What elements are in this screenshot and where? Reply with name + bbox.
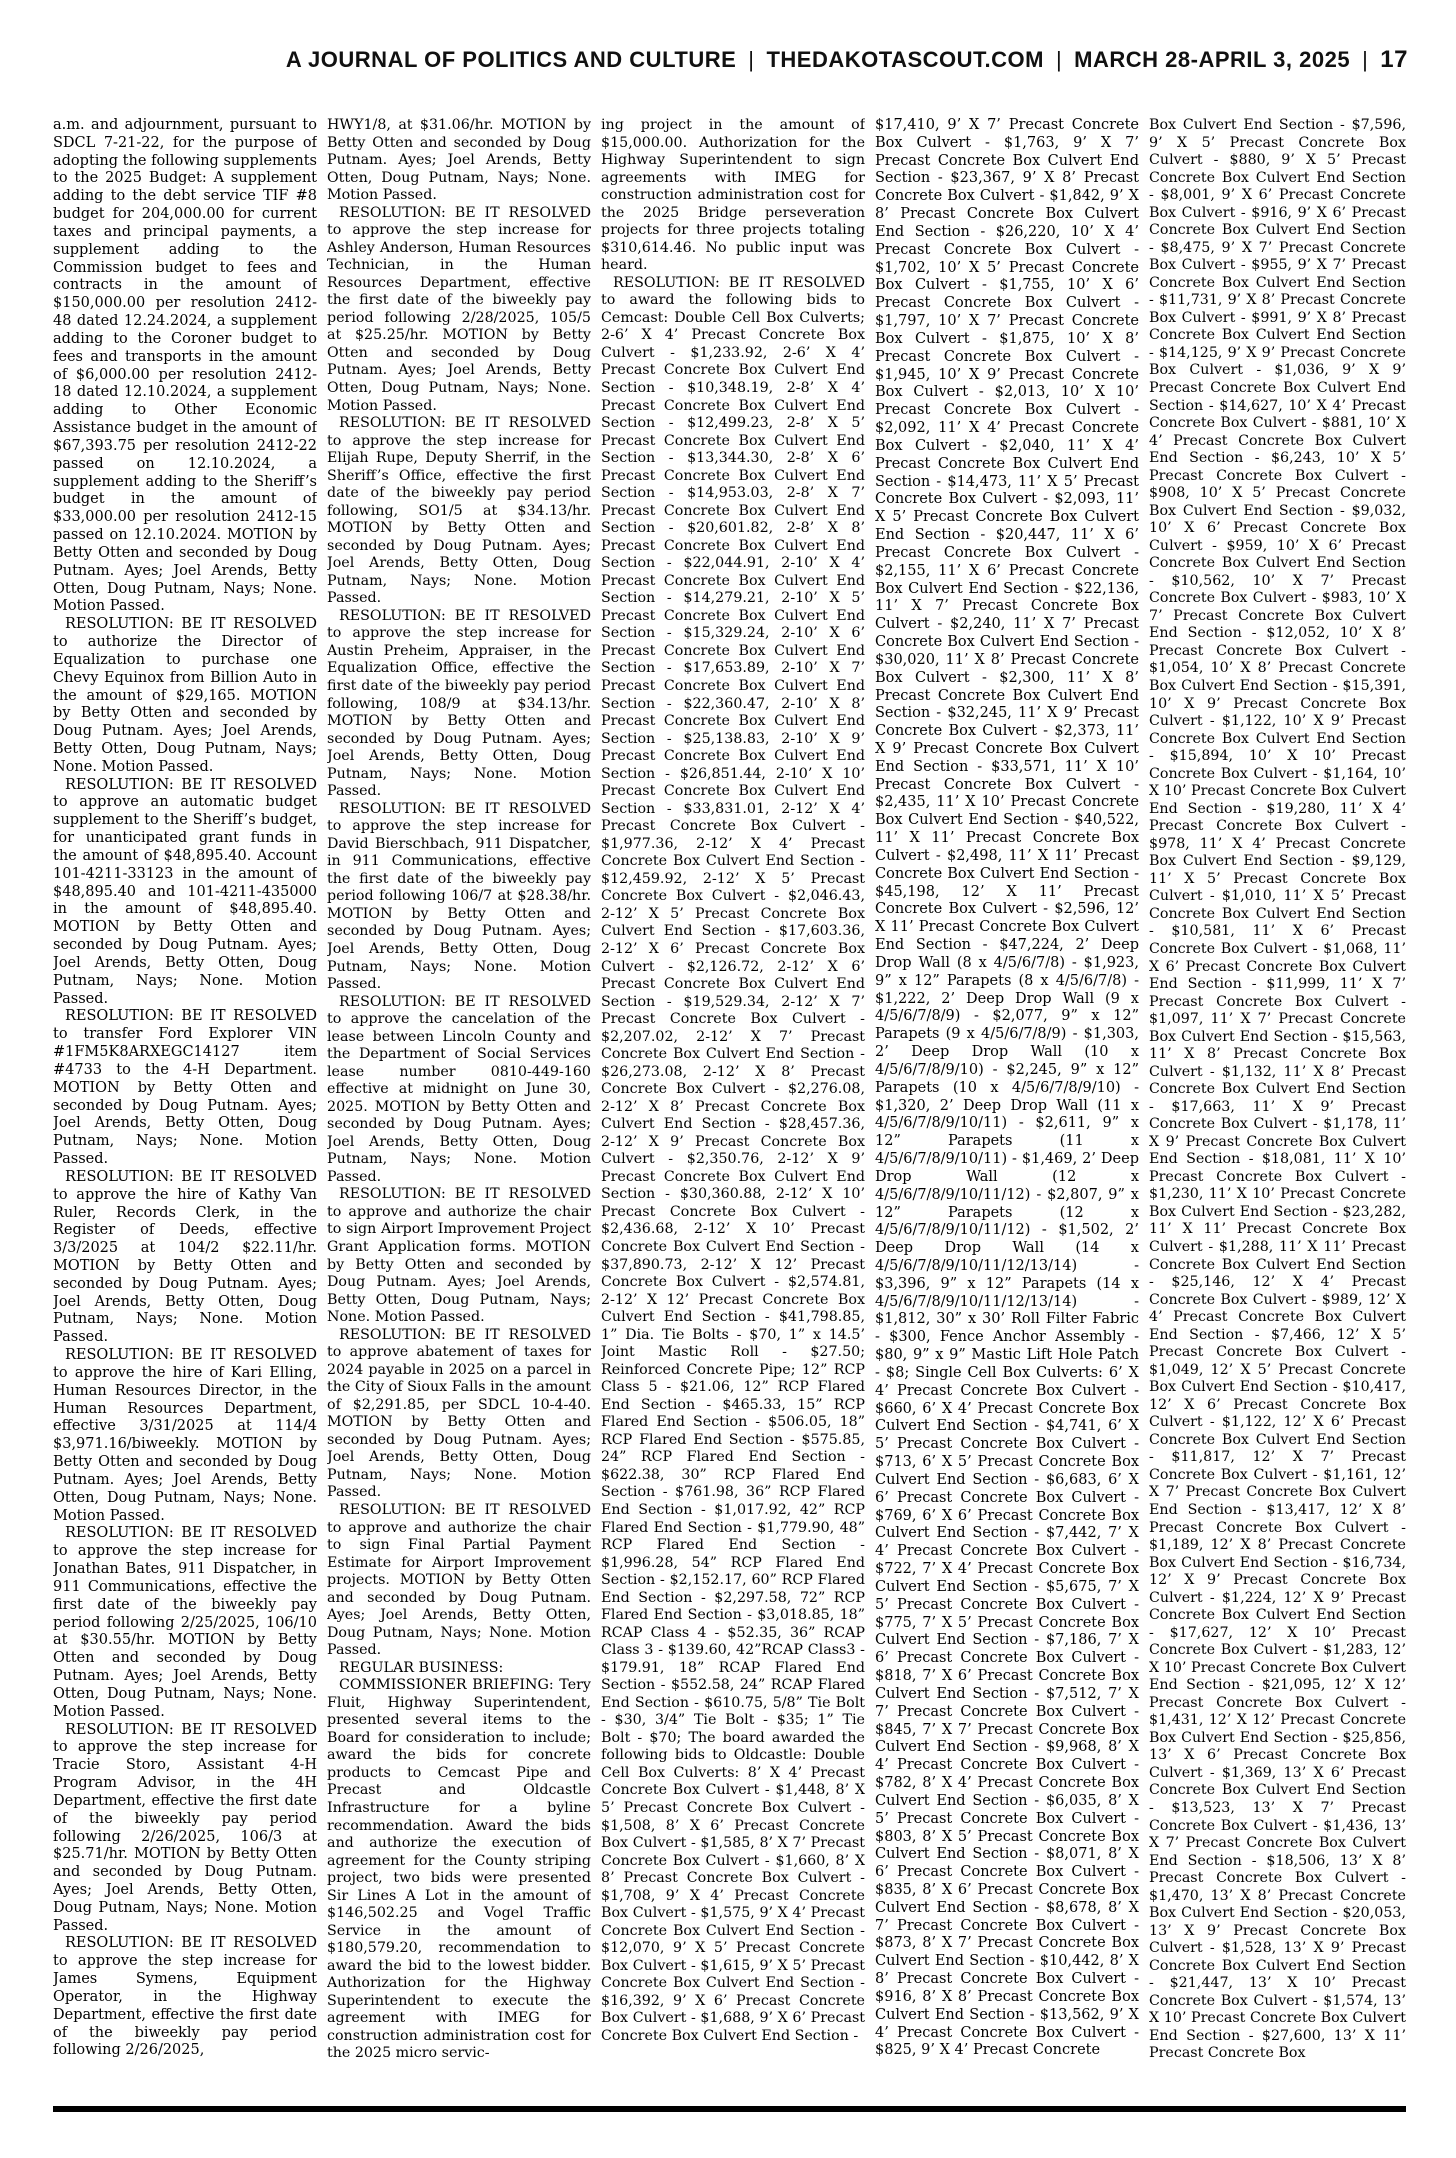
- article-paragraph: a.m. and adjournment, pursuant to SDCL 7-21-22, for the purpose of adopting the following supplements to the 2025 Budget: A supplement adding to the debt service TIF #8 budget for 204,000.00 for current taxes and principal payments, a supplement adding to the Commission budget to fees and contracts in the amount of $150,000.00 per resolution 2412-48 dated 12.24.2024, a supplement adding to the Coroner budget to fees and transports in the amount of $6,000.00 per resolution 2412-18 dated 12.10.2024, a supplement adding to Other Economic Assistance budget in the amount of $67,393.75 per resolution 2412-22 passed on 12.10.2024, a supplement adding to the Sheriff’s budget in the amount of $33,000.00 per resolution 2412-15 passed on 12.10.2024. MOTION by Betty Otten and seconded by Doug Putnam. Ayes; Joel Arends, Betty Otten, Doug Putnam, Nays; None. Motion Passed.: [53, 117, 317, 615]
- article-paragraph: RESOLUTION: BE IT RESOLVED to approve an automatic budget supplement to the Sheriff’s budget, for unanticipated grant funds in the amount of $48,895.40. Account 101-4211-33123 in the amount of $48,895.40 and 101-4211-435000 in the amount of $48,895.40. MOTION by Betty Otten and seconded by Doug Putnam. Ayes; Joel Arends, Betty Otten, Doug Putnam, Nays; None. Motion Passed.: [53, 776, 317, 1007]
- article-paragraph: RESOLUTION: BE IT RESOLVED to approve the step increase for David Bierschbach, 911 Dispatcher, in 911 Communications, effective the first date of the biweekly pay period following 106/7 at $28.38/hr. MOTION by Betty Otten and seconded by Doug Putnam. Ayes; Joel Arends, Betty Otten, Doug Putnam, Nays; None. Motion Passed.: [327, 800, 591, 993]
- header-separator: |: [1362, 47, 1369, 72]
- website-name: THEDAKOTASCOUT.COM: [766, 47, 1044, 72]
- article-paragraph: REGULAR BUSINESS:: [339, 1659, 504, 1676]
- article-paragraph: RESOLUTION: BE IT RESOLVED to approve the cancelation of the lease between Lincoln County and the Department of Social Services lease number 0810-449-160 effective at midnight on June 30, 2025. MOTION by Betty Otten and seconded by Doug Putnam. Ayes; Joel Arends, Betty Otten, Doug Putnam, Nays; None. Motion Passed.: [327, 993, 591, 1185]
- text-column-2: [327, 117, 591, 2102]
- page-number: 17: [1380, 46, 1408, 73]
- text-column-3: [601, 117, 865, 2102]
- article-paragraph: RESOLUTION: BE IT RESOLVED to award the following bids to Cemcast: Double Cell Box Culverts; 2-6’ X 4’ Precast Concrete Box Culvert - $1,233.92, 2-6’ X 4’ Precast Concrete Box Culvert End Section - $10,348.19, 2-8’ X 4’ Precast Concrete Box Culvert End Section - $12,499.23, 2-8’ X 5’ Precast Concrete Box Culvert End Section - $13,344.30, 2-8’ X 6’ Precast Concrete Box Culvert End Section - $14,953.03, 2-8’ X 7’ Precast Concrete Box Culvert End Section - $20,601.82, 2-8’ X 8’ Precast Concrete Box Culvert End Section - $22,044.91, 2-10’ X 4’ Precast Concrete Box Culvert End Section - $14,279.21, 2-10’ X 5’ Precast Concrete Box Culvert End Section - $15,329.24, 2-10’ X 6’ Precast Concrete Box Culvert End Section - $17,653.89, 2-10’ X 7’ Precast Concrete Box Culvert End Section - $22,360.47, 2-10’ X 8’ Precast Concrete Box Culvert End Section - $25,138.83, 2-10’ X 9’ Precast Concrete Box Culvert End Section - $26,851.44, 2-10’ X 10’ Precast Concrete Box Culvert End Section - $33,831.01, 2-12’ X 4’ Precast Concrete Box Culvert - $1,977.36, 2-12’ X 4’ Precast Concrete Box Culvert End Section - $12,459.92, 2-12’ X 5’ Precast Concrete Box Culvert - $2,046.43, 2-12’ X 5’ Precast Concrete Box Culvert End Section - $17,603.36, 2-12’ X 6’ Precast Concrete Box Culvert - $2,126.72, 2-12’ X 6’ Precast Concrete Box Culvert End Section - $19,529.34, 2-12’ X 7’ Precast Concrete Box Culvert - $2,207.02, 2-12’ X 7’ Precast Concrete Box Culvert End Section - $26,273.08, 2-12’ X 8’ Precast Concrete Box Culvert - $2,276.08, 2-12’ X 8’ Precast Concrete Box Culvert End Section - $28,457.36, 2-12’ X 9’ Precast Concrete Box Culvert - $2,350.76, 2-12’ X 9’ Precast Concrete Box Culvert End Section - $30,360.88, 2-12’ X 10’ Precast Concrete Box Culvert - $2,436.68, 2-12’ X 10’ Precast Concrete Box Culvert End Section - $37,890.73, 2-12’ X 12’ Precast Concrete Box Culvert - $2,574.81, 2-12’ X 12’ Precast Concrete Box Culvert End Section - $41,798.85, 1” Dia. Tie Bolts - $70, 1” x 14.5’ Joint Mastic Roll - $27.50; Reinforced Concrete Pipe; 12” RCP Class 5 - $21.06, 12” RCP Flared End Section - $465.33, 15” RCP Flared End Section - $506.05, 18” RCP Flared End Section - $575.85, 24” RCP Flared End Section - $622.38, 30” RCP Flared End Section - $761.98, 36” RCP Flared End Section - $1,017.92, 42” RCP Flared End Section - $1,779.90, 48” RCP Flared End Section - $1,996.28, 54” RCP Flared End Section - $2,152.17, 60” RCP Flared End Section - $2,297.58, 72” RCP Flared End Section - $3,018.85, 18” RCAP Class 4 - $52.35, 36” RCAP Class 3 - $139.60, 42”RCAP Class3 - $179.91, 18” RCAP Flared End Section - $552.58, 24” RCAP Flared End Section - $610.75, 5/8” Tie Bolt - $30, 3/4” Tie Bolt - $35; 1” Tie Bolt - $70; The board awarded the following bids to Oldcastle: Double Cell Box Culverts: 8’ X 4’ Precast Concrete Box Culvert - $1,448, 8’ X 5’ Precast Concrete Box Culvert - $1,508, 8’ X 6’ Precast Concrete Box Culvert - $1,585, 8’ X 7’ Precast Concrete Box Culvert - $1,660, 8’ X 8’ Precast Concrete Box Culvert - $1,708, 9’ X 4’ Precast Concrete Box Culvert - $1,575, 9’ X 4’ Precast Concrete Box Culvert End Section - $12,070, 9’ X 5’ Precast Concrete Box Culvert - $1,615, 9’ X 5’ Precast Concrete Box Culvert End Section - $16,392, 9’ X 6’ Precast Concrete Box Culvert - $1,688, 9’ X 6’ Precast Concrete Box Culvert End Section -: [601, 274, 865, 2044]
- text-column-4: [875, 117, 1139, 2102]
- article-paragraph: RESOLUTION: BE IT RESOLVED to approve the step increase for James Symens, Equipment Operator, in the Highway Department, effective the first date of the biweekly pay period following 2/26/2025,: [53, 1935, 317, 2059]
- article-paragraph: RESOLUTION: BE IT RESOLVED to approve the step increase for Jonathan Bates, 911 Dispatcher, in 911 Communications, effective the first date of the biweekly pay period following 2/25/2025, 106/10 at $30.55/hr. MOTION by Betty Otten and seconded by Doug Putnam. Ayes; Joel Arends, Betty Otten, Doug Putnam, Nays; None. Motion Passed.: [53, 1525, 317, 1720]
- article-paragraph: RESOLUTION: BE IT RESOLVED to approve and authorize the chair to sign Airport Improvement Project Grant Application forms. MOTION by Betty Otten and seconded by Doug Putnam. Ayes; Joel Arends, Betty Otten, Doug Putnam, Nays; None. Motion Passed.: [327, 1186, 591, 1326]
- article-paragraph: RESOLUTION: BE IT RESOLVED to approve abatement of taxes for 2024 payable in 2025 on a parcel in the City of Sioux Falls in the amount of $2,291.85, per SDCL 10-4-40. MOTION by Betty Otten and seconded by Doug Putnam. Ayes; Joel Arends, Betty Otten, Doug Putnam, Nays; None. Motion Passed.: [327, 1326, 591, 1501]
- article-paragraph: RESOLUTION: BE IT RESOLVED to approve the step increase for Ashley Anderson, Human Resources Technician, in the Human Resources Department, effective the first date of the biweekly pay period following 2/28/2025, 105/5 at $25.25/hr. MOTION by Betty Otten and seconded by Doug Putnam. Ayes; Joel Arends, Betty Otten, Doug Putnam, Nays; None. Motion Passed.: [327, 204, 591, 414]
- article-paragraph: RESOLUTION: BE IT RESOLVED to approve the hire of Kathy Van Ruler, Records Clerk, in the Register of Deeds, effective 3/3/2025 at 104/2 $22.11/hr. MOTION by Betty Otten and seconded by Doug Putnam. Ayes; Joel Arends, Betty Otten, Doug Putnam, Nays; None. Motion Passed.: [53, 1168, 317, 1346]
- text-column-1: [53, 117, 317, 2102]
- article-paragraph: ing project in the amount of $15,000.00. Authorization for the Highway Superintendent to sign agreements with IMEG for construction administration cost for the 2025 Bridge perseveration projects for three projects totaling $310,614.46. No public input was heard.: [601, 117, 865, 274]
- article-paragraph: RESOLUTION: BE IT RESOLVED to approve the step increase for Elijah Rupe, Deputy Sherrif, in the Sheriff’s Office, effective the first date of the biweekly pay period following, SO1/5 at $34.13/hr. MOTION by Betty Otten and seconded by Doug Putnam. Ayes; Joel Arends, Betty Otten, Doug Putnam, Nays; None. Motion Passed.: [327, 415, 591, 607]
- article-paragraph: RESOLUTION: BE IT RESOLVED to approve the hire of Kari Elling, Human Resources Director, in the Human Resources Department, effective 3/31/2025 at 114/4 $3,971.16/biweekly. MOTION by Betty Otten and seconded by Doug Putnam. Ayes; Joel Arends, Betty Otten, Doug Putnam, Nays; None. Motion Passed.: [53, 1347, 317, 1524]
- article-paragraph: Box Culvert End Section - $7,596, 9’ X 5’ Precast Concrete Box Culvert - $880, 9’ X 5’ Precast Concrete Box Culvert End Section - $8,001, 9’ X 6’ Precast Concrete Box Culvert - $916, 9’ X 6’ Precast Concrete Box Culvert End Section - $8,475, 9’ X 7’ Precast Concrete Box Culvert - $955, 9’ X 7’ Precast Concrete Box Culvert End Section - $11,731, 9’ X 8’ Precast Concrete Box Culvert - $991, 9’ X 8’ Precast Concrete Box Culvert End Section - $14,125, 9’ X 9’ Precast Concrete Box Culvert - $1,036, 9’ X 9’ Precast Concrete Box Culvert End Section - $14,627, 10’ X 4’ Precast Concrete Box Culvert - $881, 10’ X 4’ Precast Concrete Box Culvert End Section - $6,243, 10’ X 5’ Precast Concrete Box Culvert - $908, 10’ X 5’ Precast Concrete Box Culvert End Section - $9,032, 10’ X 6’ Precast Concrete Box Culvert - $959, 10’ X 6’ Precast Concrete Box Culvert End Section - $10,562, 10’ X 7’ Precast Concrete Box Culvert - $983, 10’ X 7’ Precast Concrete Box Culvert End Section - $12,052, 10’ X 8’ Precast Concrete Box Culvert - $1,054, 10’ X 8’ Precast Concrete Box Culvert End Section - $15,391, 10’ X 9’ Precast Concrete Box Culvert - $1,122, 10’ X 9’ Precast Concrete Box Culvert End Section - $15,894, 10’ X 10’ Precast Concrete Box Culvert - $1,164, 10’ X 10’ Precast Concrete Box Culvert End Section - $19,280, 11’ X 4’ Precast Concrete Box Culvert - $978, 11’ X 4’ Precast Concrete Box Culvert End Section - $9,129, 11’ X 5’ Precast Concrete Box Culvert - $1,010, 11’ X 5’ Precast Concrete Box Culvert End Section - $10,581, 11’ X 6’ Precast Concrete Box Culvert - $1,068, 11’ X 6’ Precast Concrete Box Culvert End Section - $11,999, 11’ X 7’ Precast Concrete Box Culvert - $1,097, 11’ X 7’ Precast Concrete Box Culvert End Section - $15,563, 11’ X 8’ Precast Concrete Box Culvert - $1,132, 11’ X 8’ Precast Concrete Box Culvert End Section - $17,663, 11’ X 9’ Precast Concrete Box Culvert - $1,178, 11’ X 9’ Precast Concrete Box Culvert End Section - $18,081, 11’ X 10’ Precast Concrete Box Culvert - $1,230, 11’ X 10’ Precast Concrete Box Culvert End Section - $23,282, 11’ X 11’ Precast Concrete Box Culvert - $1,288, 11’ X 11’ Precast Concrete Box Culvert End Section - $25,146, 12’ X 4’ Precast Concrete Box Culvert - $989, 12’ X 4’ Precast Concrete Box Culvert End Section - $7,466, 12’ X 5’ Precast Concrete Box Culvert - $1,049, 12’ X 5’ Precast Concrete Box Culvert End Section - $10,417, 12’ X 6’ Precast Concrete Box Culvert - $1,122, 12’ X 6’ Precast Concrete Box Culvert End Section - $11,817, 12’ X 7’ Precast Concrete Box Culvert - $1,161, 12’ X 7’ Precast Concrete Box Culvert End Section - $13,417, 12’ X 8’ Precast Concrete Box Culvert - $1,189, 12’ X 8’ Precast Concrete Box Culvert End Section - $16,734, 12’ X 9’ Precast Concrete Box Culvert - $1,224, 12’ X 9’ Precast Concrete Box Culvert End Section - $17,627, 12’ X 10’ Precast Concrete Box Culvert - $1,283, 12’ X 10’ Precast Concrete Box Culvert End Section - $21,095, 12’ X 12’ Precast Concrete Box Culvert - $1,431, 12’ X 12’ Precast Concrete Box Culvert End Section - $25,856, 13’ X 6’ Precast Concrete Box Culvert - $1,369, 13’ X 6’ Precast Concrete Box Culvert End Section - $13,523, 13’ X 7’ Precast Concrete Box Culvert - $1,436, 13’ X 7’ Precast Concrete Box Culvert End Section - $18,506, 13’ X 8’ Precast Concrete Box Culvert - $1,470, 13’ X 8’ Precast Concrete Box Culvert End Section - $20,053, 13’ X 9’ Precast Concrete Box Culvert - $1,528, 13’ X 9’ Precast Concrete Box Culvert End Section - $21,447, 13’ X 10’ Precast Concrete Box Culvert - $1,574, 13’ X 10’ Precast Concrete Box Culvert End Section - $27,600, 13’ X 11’ Precast Concrete Box: [1149, 117, 1406, 2062]
- header-separator: |: [748, 47, 755, 72]
- article-paragraph: RESOLUTION: BE IT RESOLVED to approve and authorize the chair to sign Final Partial Payment Estimate for Airport Improvement projects. MOTION by Betty Otten and seconded by Doug Putnam. Ayes; Joel Arends, Betty Otten, Doug Putnam, Nays; None. Motion Passed.: [327, 1501, 591, 1659]
- article-paragraph: RESOLUTION: BE IT RESOLVED to transfer Ford Explorer VIN #1FM5K8ARXEGC14127 item #4733 to the 4-H Department. MOTION by Betty Otten and seconded by Doug Putnam. Ayes; Joel Arends, Betty Otten, Doug Putnam, Nays; None. Motion Passed.: [53, 1008, 317, 1168]
- text-column-5: [1149, 117, 1406, 2102]
- article-paragraph: $17,410, 9’ X 7’ Precast Concrete Box Culvert - $1,763, 9’ X 7’ Precast Concrete Box Culvert End Section - $23,367, 9’ X 8’ Precast Concrete Box Culvert - $1,842, 9’ X 8’ Precast Concrete Box Culvert End Section - $26,220, 10’ X 4’ Precast Concrete Box Culvert - $1,702, 10’ X 5’ Precast Concrete Box Culvert - $1,755, 10’ X 6’ Precast Concrete Box Culvert - $1,797, 10’ X 7’ Precast Concrete Box Culvert - $1,875, 10’ X 8’ Precast Concrete Box Culvert - $1,945, 10’ X 9’ Precast Concrete Box Culvert - $2,013, 10’ X 10’ Precast Concrete Box Culvert - $2,092, 11’ X 4’ Precast Concrete Box Culvert - $2,040, 11’ X 4’ Precast Concrete Box Culvert End Section - $14,473, 11’ X 5’ Precast Concrete Box Culvert - $2,093, 11’ X 5’ Precast Concrete Box Culvert End Section - $20,447, 11’ X 6’ Precast Concrete Box Culvert - $2,155, 11’ X 6’ Precast Concrete Box Culvert End Section - $22,136, 11’ X 7’ Precast Concrete Box Culvert - $2,240, 11’ X 7’ Precast Concrete Box Culvert End Section - $30,020, 11’ X 8’ Precast Concrete Box Culvert - $2,300, 11’ X 8’ Precast Concrete Box Culvert End Section - $32,245, 11’ X 9’ Precast Concrete Box Culvert - $2,373, 11’ X 9’ Precast Concrete Box Culvert End Section - $33,571, 11’ X 10’ Precast Concrete Box Culvert - $2,435, 11’ X 10’ Precast Concrete Box Culvert End Section - $40,522, 11’ X 11’ Precast Concrete Box Culvert - $2,498, 11’ X 11’ Precast Concrete Box Culvert End Section - $45,198, 12’ X 11’ Precast Concrete Box Culvert - $2,596, 12’ X 11’ Precast Concrete Box Culvert End Section - $47,224, 2’ Deep Drop Wall (8 x 4/5/6/7/8) - $1,923, 9” x 12” Parapets (8 x 4/5/6/7/8) - $1,222, 2’ Deep Drop Wall (9 x 4/5/6/7/8/9) - $2,077, 9” x 12” Parapets (9 x 4/5/6/7/8/9) - $1,303, 2’ Deep Drop Wall (10 x 4/5/6/7/8/9/10) - $2,245, 9” x 12” Parapets (10 x 4/5/6/7/8/9/10) - $1,320, 2’ Deep Drop Wall (11 x 4/5/6/7/8/9/10/11) - $2,611, 9” x 12” Parapets (11 x 4/5/6/7/8/9/10/11) - $1,469, 2’ Deep Drop Wall (12 x 4/5/6/7/8/9/10/11/12) - $2,807, 9” x 12” Parapets (12 x 4/5/6/7/8/9/10/11/12) - $1,502, 2’ Deep Drop Wall (14 x 4/5/6/7/8/9/10/11/12/13/14) - $3,396, 9” x 12” Parapets (14 x 4/5/6/7/8/9/10/11/12/13/14) - $1,812, 30” x 30’ Roll Filter Fabric - $300, Fence Anchor Assembly - $80, 9” x 9” Mastic Lift Hole Patch - $8; Single Cell Box Culverts: 6’ X 4’ Precast Concrete Box Culvert - $660, 6’ X 4’ Precast Concrete Box Culvert End Section - $4,741, 6’ X 5’ Precast Concrete Box Culvert - $713, 6’ X 5’ Precast Concrete Box Culvert End Section - $6,683, 6’ X 6’ Precast Concrete Box Culvert - $769, 6’ X 6’ Precast Concrete Box Culvert End Section - $7,442, 7’ X 4’ Precast Concrete Box Culvert - $722, 7’ X 4’ Precast Concrete Box Culvert End Section - $5,675, 7’ X 5’ Precast Concrete Box Culvert - $775, 7’ X 5’ Precast Concrete Box Culvert End Section - $7,186, 7’ X 6’ Precast Concrete Box Culvert - $818, 7’ X 6’ Precast Concrete Box Culvert End Section - $7,512, 7’ X 7’ Precast Concrete Box Culvert - $845, 7’ X 7’ Precast Concrete Box Culvert End Section - $9,968, 8’ X 4’ Precast Concrete Box Culvert - $782, 8’ X 4’ Precast Concrete Box Culvert End Section - $6,035, 8’ X 5’ Precast Concrete Box Culvert - $803, 8’ X 5’ Precast Concrete Box Culvert End Section - $8,071, 8’ X 6’ Precast Concrete Box Culvert - $835, 8’ X 6’ Precast Concrete Box Culvert End Section - $8,678, 8’ X 7’ Precast Concrete Box Culvert - $873, 8’ X 7’ Precast Concrete Box Culvert End Section - $10,442, 8’ X 8’ Precast Concrete Box Culvert - $916, 8’ X 8’ Precast Concrete Box Culvert End Section - $13,562, 9’ X 4’ Precast Concrete Box Culvert - $825, 9’ X 4’ Precast Concrete: [875, 117, 1139, 2059]
- article-paragraph: COMMISSIONER BRIEFING: Tery Fluit, Highway Superintendent, presented several items to the Board for consideration to include; award the bids for concrete products to Cemcast Pipe and Precast and Oldcastle Infrastructure for a byline recommendation. Award the bids and authorize the execution of agreement for the County striping project, two bids were presented Sir Lines A Lot in the amount of $146,502.25 and Vogel Traffic Service in the amount of $180,579.20, recommendation to award the bid to the lowest bidder. Authorization for the Highway Superintendent to execute the agreement with IMEG for construction administration cost for the 2025 micro servic-: [327, 1677, 591, 2062]
- footer-rule: [53, 2106, 1406, 2112]
- article-paragraph: RESOLUTION: BE IT RESOLVED to authorize the Director of Equalization to purchase one Chevy Equinox from Billion Auto in the amount of $29,165. MOTION by Betty Otten and seconded by Doug Putnam. Ayes; Joel Arends, Betty Otten, Doug Putnam, Nays; None. Motion Passed.: [53, 616, 317, 775]
- page-header: [0, 46, 1408, 74]
- header-separator: |: [1055, 47, 1063, 72]
- publication-tagline: A JOURNAL OF POLITICS AND CULTURE: [285, 47, 737, 72]
- article-paragraph: HWY1/8, at $31.06/hr. MOTION by Betty Otten and seconded by Doug Putnam. Ayes; Joel Arends, Betty Otten, Doug Putnam, Nays; None. Motion Passed.: [327, 117, 591, 204]
- article-paragraph: RESOLUTION: BE IT RESOLVED to approve the step increase for Austin Preheim, Appraiser, in the Equalization Office, effective the first date of the biweekly pay period following, 108/9 at $34.13/hr. MOTION by Betty Otten and seconded by Doug Putnam. Ayes; Joel Arends, Betty Otten, Doug Putnam, Nays; None. Motion Passed.: [327, 607, 591, 800]
- issue-date: MARCH 28-APRIL 3, 2025: [1074, 47, 1351, 72]
- article-paragraph: RESOLUTION: BE IT RESOLVED to approve the step increase for Tracie Storo, Assistant 4-H Program Advisor, in the 4H Department, effective the first date of the biweekly pay period following 2/26/2025, 106/3 at $25.71/hr. MOTION by Betty Otten and seconded by Doug Putnam. Ayes; Joel Arends, Betty Otten, Doug Putnam, Nays; None. Motion Passed.: [53, 1721, 317, 1934]
